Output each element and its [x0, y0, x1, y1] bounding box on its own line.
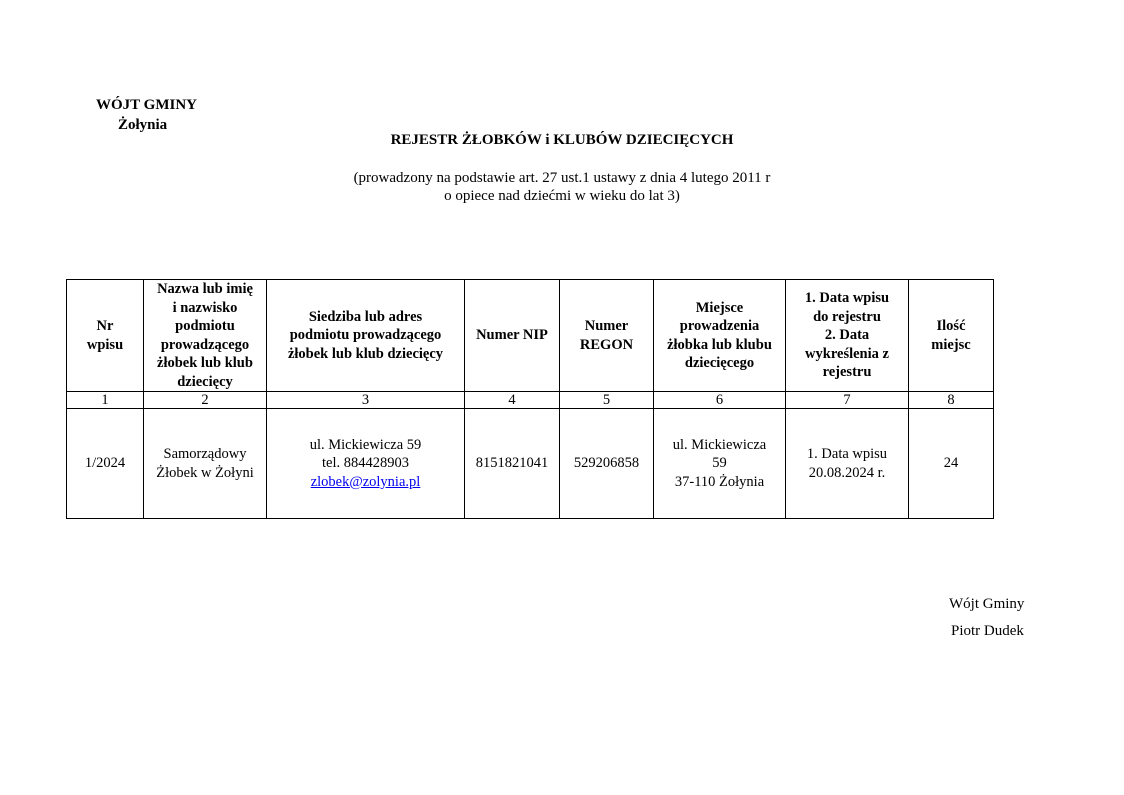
document-title: REJESTR ŻŁOBKÓW i KLUBÓW DZIECIĘCYCH	[390, 132, 734, 148]
entry-number: 1/2024	[67, 409, 144, 519]
column-number: 1	[67, 392, 144, 409]
entity-name: Samorządowy Żłobek w Żołyni	[144, 409, 267, 519]
column-number: 6	[654, 392, 786, 409]
signature-title: Wójt Gminy	[949, 596, 1025, 612]
column-number: 7	[786, 392, 909, 409]
header-name: Nazwa lub imię i nazwisko podmiotu prowadzącego żłobek lub klub dziecięcy	[144, 280, 267, 392]
subtitle-line-2: o opiece nad dziećmi w wieku do lat 3)	[444, 188, 680, 204]
registration-dates: 1. Data wpisu 20.08.2024 r.	[786, 409, 909, 519]
column-number: 4	[465, 392, 560, 409]
column-number: 5	[560, 392, 654, 409]
column-number: 8	[909, 392, 994, 409]
header-places: Ilość miejsc	[909, 280, 994, 392]
register-table	[66, 279, 994, 519]
document-subtitle	[0, 169, 1124, 205]
header-nr: Nr wpisu	[67, 280, 144, 392]
header-nip: Numer NIP	[465, 280, 560, 392]
places-count: 24	[909, 409, 994, 519]
header-dates: 1. Data wpisu do rejestru 2. Data wykreślenia z rejestru	[786, 280, 909, 392]
authority-title: WÓJT GMINY	[96, 97, 197, 113]
nip-number: 8151821041	[465, 409, 560, 519]
regon-number: 529206858	[560, 409, 654, 519]
email-link[interactable]: zlobek@zolynia.pl	[310, 473, 421, 490]
address-street: ul. Mickiewicza 59	[309, 436, 422, 453]
header-location: Miejsce prowadzenia żłobka lub klubu dziecięcego	[654, 280, 786, 392]
signature-name: Piotr Dudek	[951, 623, 1024, 639]
column-number: 3	[267, 392, 465, 409]
issuing-authority	[96, 95, 197, 135]
facility-location: ul. Mickiewicza 59 37-110 Żołynia	[654, 409, 786, 519]
header-address: Siedziba lub adres podmiotu prowadzącego żłobek lub klub dziecięcy	[267, 280, 465, 392]
table-row	[67, 409, 994, 519]
column-number-row	[67, 392, 994, 409]
address-phone: tel. 884428903	[322, 455, 409, 472]
subtitle-line-1: (prowadzony na podstawie art. 27 ust.1 ustawy z dnia 4 lutego 2011 r	[353, 170, 771, 186]
column-number: 2	[144, 392, 267, 409]
entity-address	[267, 409, 465, 519]
header-regon: Numer REGON	[560, 280, 654, 392]
authority-municipality: Żołynia	[118, 117, 168, 133]
table-header-row	[67, 280, 994, 392]
